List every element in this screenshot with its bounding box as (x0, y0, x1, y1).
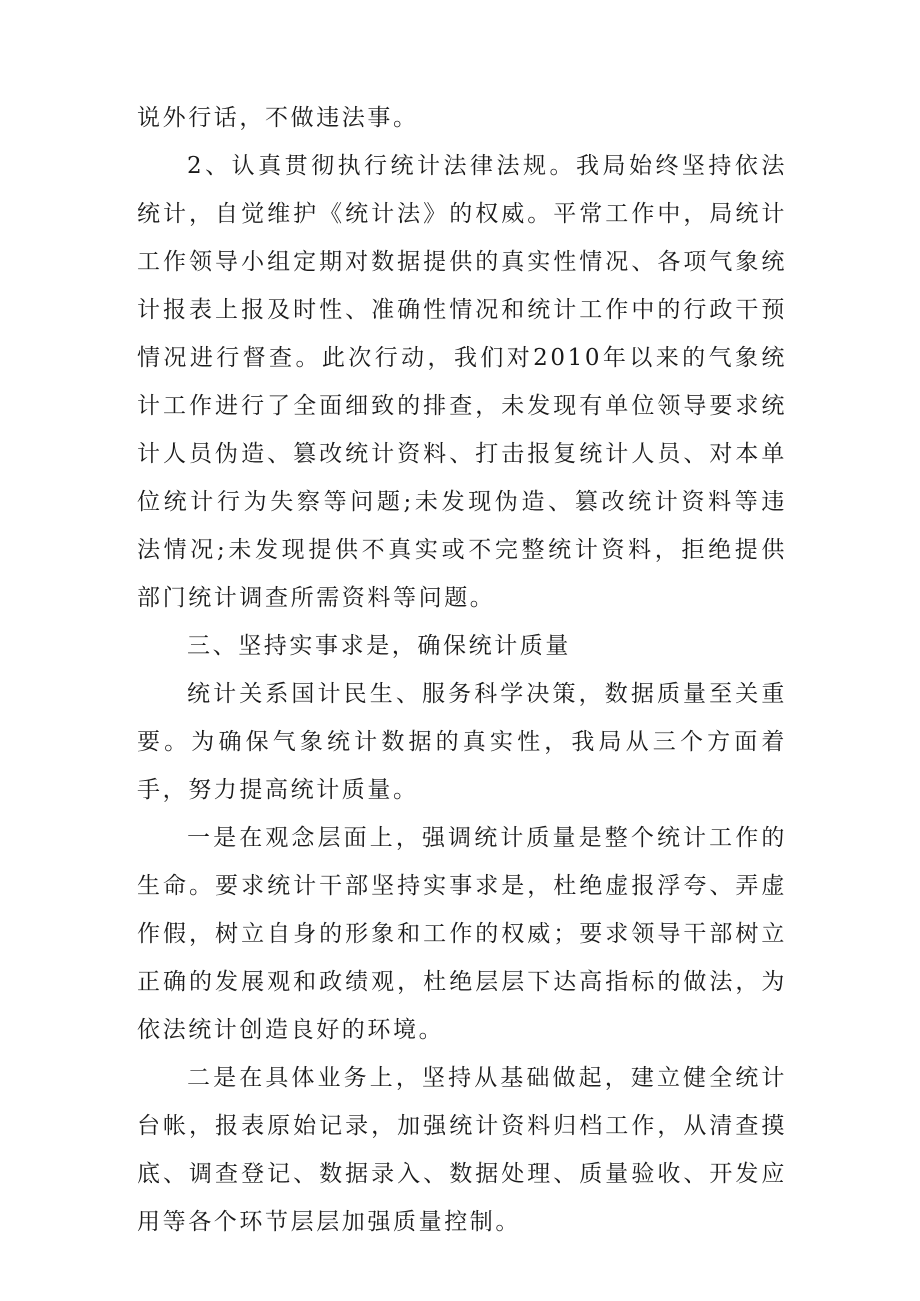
paragraph-business-level: 二是在具体业务上，坚持从基础做起，建立健全统计台帐，报表原始记录，加强统计资料归档工作，从清查摸底、调查登记、数据录入、数据处理、质量验收、开发应用等各个环节层层加强质量控制。 (137, 1065, 787, 1235)
section-heading-quality: 三、坚持实事求是，确保统计质量 (187, 633, 571, 659)
paragraph-continuation: 说外行话，不做违法事。 (137, 105, 419, 131)
paragraph-data-quality: 统计关系国计民生、服务科学决策，数据质量至关重要。为确保气象统计数据的真实性，我局从三个方面着手，努力提高统计质量。 (137, 681, 787, 803)
paragraph-concept-level: 一是在观念层面上，强调统计质量是整个统计工作的生命。要求统计干部坚持实事求是，杜绝虚报浮夸、弄虚作假，树立自身的形象和工作的权威；要求领导干部树立正确的发展观和政绩观，杜绝层层下达高指标的做法，为依法统计创造良好的环境。 (137, 825, 787, 1043)
paragraph-statistics-law: 2、认真贯彻执行统计法律法规。我局始终坚持依法统计，自觉维护《统计法》的权威。平常工作中，局统计工作领导小组定期对数据提供的真实性情况、各项气象统计报表上报及时性、准确性情况和统计工作中的行政干预情况进行督查。此次行动，我们对2010年以来的气象统计工作进行了全面细致的排查，未发现有单位领导要求统计人员伪造、篡改统计资料、打击报复统计人员、对本单位统计行为失察等问题;未发现伪造、篡改统计资料等违法情况;未发现提供不真实或不完整统计资料，拒绝提供部门统计调查所需资料等问题。 (137, 153, 787, 611)
document-body (137, 94, 787, 1246)
